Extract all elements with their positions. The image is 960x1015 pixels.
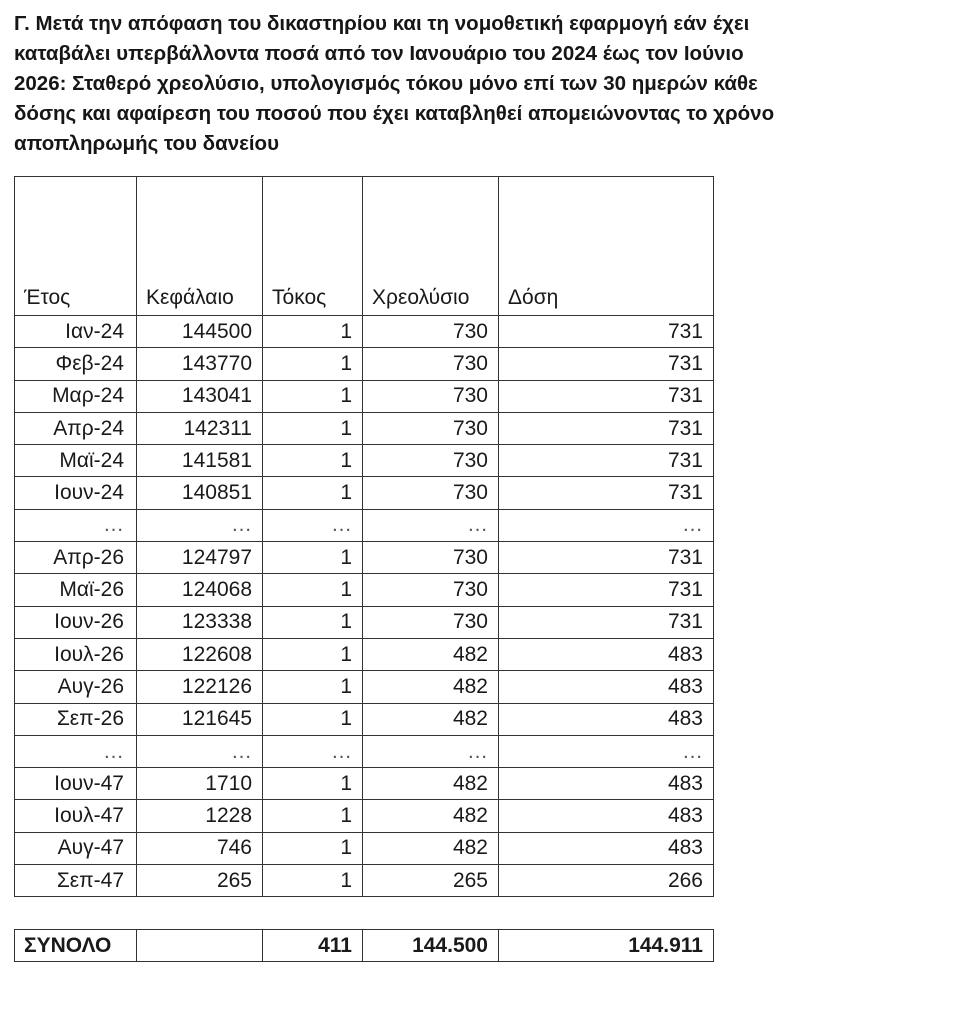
total-row xyxy=(15,930,714,962)
cell-interest: 1 xyxy=(263,832,363,864)
table-row xyxy=(15,703,714,735)
cell-interest: 1 xyxy=(263,412,363,444)
cell-capital: 1228 xyxy=(137,800,263,832)
total-table xyxy=(14,929,714,962)
cell-installment: 731 xyxy=(499,574,714,606)
table-row xyxy=(15,477,714,509)
header-installment: Δόση xyxy=(499,177,714,316)
cell-installment: 731 xyxy=(499,477,714,509)
cell-installment: 731 xyxy=(499,316,714,348)
cell-capital: 265 xyxy=(137,865,263,897)
cell-year: Σεπ-26 xyxy=(15,703,137,735)
cell-amortization: 482 xyxy=(363,638,499,670)
table-row xyxy=(15,832,714,864)
cell-installment: 731 xyxy=(499,445,714,477)
cell-capital: 143041 xyxy=(137,380,263,412)
cell-interest: … xyxy=(263,509,363,541)
cell-installment: 731 xyxy=(499,380,714,412)
cell-interest: 1 xyxy=(263,800,363,832)
cell-installment: 731 xyxy=(499,606,714,638)
cell-capital: 122608 xyxy=(137,638,263,670)
cell-installment: 483 xyxy=(499,800,714,832)
table-row xyxy=(15,800,714,832)
table-row xyxy=(15,316,714,348)
cell-capital: 746 xyxy=(137,832,263,864)
cell-capital: 124797 xyxy=(137,542,263,574)
cell-installment: 483 xyxy=(499,671,714,703)
cell-installment: 731 xyxy=(499,412,714,444)
cell-installment: 266 xyxy=(499,865,714,897)
table-row xyxy=(15,412,714,444)
section-heading: Γ. Μετά την απόφαση του δικαστηρίου και τη νομοθετική εφαρμογή εάν έχει καταβάλει υπερβάλλοντα ποσά από τον Ιανουάριο του 2024 έως τον Ιούνιο 2026: Σταθερό χρεολύσιο, υπολογισμός τόκου μόνο επί των 30 ημερών κάθε δόσης και αφαίρεση του ποσού που έχει καταβληθεί απομειώνοντας το χρόνο αποπληρωμής του δανείου xyxy=(14,12,775,155)
cell-interest: 1 xyxy=(263,768,363,800)
table-row xyxy=(15,380,714,412)
cell-amortization: 730 xyxy=(363,445,499,477)
cell-year: Αυγ-47 xyxy=(15,832,137,864)
cell-amortization: 730 xyxy=(363,542,499,574)
cell-year: … xyxy=(15,509,137,541)
cell-capital: 142311 xyxy=(137,412,263,444)
total-amortization: 144.500 xyxy=(363,930,499,962)
cell-year: Ιουν-26 xyxy=(15,606,137,638)
cell-year: Αυγ-26 xyxy=(15,671,137,703)
cell-interest: 1 xyxy=(263,606,363,638)
cell-amortization: … xyxy=(363,735,499,767)
table-row xyxy=(15,574,714,606)
cell-interest: 1 xyxy=(263,477,363,509)
total-capital xyxy=(137,930,263,962)
cell-interest: … xyxy=(263,735,363,767)
cell-capital: 144500 xyxy=(137,316,263,348)
cell-interest: 1 xyxy=(263,865,363,897)
cell-installment: … xyxy=(499,509,714,541)
cell-amortization: 482 xyxy=(363,703,499,735)
table-row xyxy=(15,542,714,574)
cell-year: Σεπ-47 xyxy=(15,865,137,897)
table-row xyxy=(15,638,714,670)
cell-capital: … xyxy=(137,735,263,767)
total-installment: 144.911 xyxy=(499,930,714,962)
cell-interest: 1 xyxy=(263,445,363,477)
cell-capital: 123338 xyxy=(137,606,263,638)
cell-year: Απρ-24 xyxy=(15,412,137,444)
cell-year: Μαρ-24 xyxy=(15,380,137,412)
header-row xyxy=(15,177,714,316)
cell-capital: 141581 xyxy=(137,445,263,477)
cell-interest: 1 xyxy=(263,703,363,735)
cell-interest: 1 xyxy=(263,380,363,412)
cell-amortization: 730 xyxy=(363,412,499,444)
total-label: ΣΥΝΟΛΟ xyxy=(15,930,137,962)
table-row xyxy=(15,671,714,703)
cell-capital: 143770 xyxy=(137,348,263,380)
header-capital: Κεφάλαιο xyxy=(137,177,263,316)
cell-installment: 483 xyxy=(499,768,714,800)
cell-capital: 122126 xyxy=(137,671,263,703)
cell-amortization: 730 xyxy=(363,606,499,638)
cell-year: Απρ-26 xyxy=(15,542,137,574)
cell-interest: 1 xyxy=(263,316,363,348)
cell-amortization: … xyxy=(363,509,499,541)
cell-capital: 121645 xyxy=(137,703,263,735)
cell-amortization: 482 xyxy=(363,768,499,800)
table-row xyxy=(15,348,714,380)
cell-year: Μαϊ-24 xyxy=(15,445,137,477)
cell-capital: … xyxy=(137,509,263,541)
table-row xyxy=(15,735,714,767)
cell-amortization: 482 xyxy=(363,800,499,832)
table-row xyxy=(15,606,714,638)
header-interest: Τόκος xyxy=(263,177,363,316)
cell-installment: 731 xyxy=(499,542,714,574)
cell-amortization: 730 xyxy=(363,380,499,412)
cell-amortization: 730 xyxy=(363,348,499,380)
cell-year: Ιουλ-47 xyxy=(15,800,137,832)
cell-year: … xyxy=(15,735,137,767)
cell-amortization: 730 xyxy=(363,574,499,606)
cell-year: Ιουν-47 xyxy=(15,768,137,800)
cell-installment: 483 xyxy=(499,703,714,735)
header-year: Έτος xyxy=(15,177,137,316)
table-row xyxy=(15,509,714,541)
cell-interest: 1 xyxy=(263,542,363,574)
cell-capital: 140851 xyxy=(137,477,263,509)
cell-year: Ιαν-24 xyxy=(15,316,137,348)
cell-interest: 1 xyxy=(263,671,363,703)
cell-amortization: 730 xyxy=(363,316,499,348)
cell-installment: 483 xyxy=(499,638,714,670)
cell-interest: 1 xyxy=(263,348,363,380)
cell-year: Ιουλ-26 xyxy=(15,638,137,670)
cell-installment: 731 xyxy=(499,348,714,380)
table-row xyxy=(15,445,714,477)
table-row xyxy=(15,768,714,800)
cell-amortization: 730 xyxy=(363,477,499,509)
cell-capital: 1710 xyxy=(137,768,263,800)
cell-installment: 483 xyxy=(499,832,714,864)
header-amortization: Χρεολύσιο xyxy=(363,177,499,316)
cell-amortization: 265 xyxy=(363,865,499,897)
cell-year: Ιουν-24 xyxy=(15,477,137,509)
amortization-table xyxy=(14,176,714,897)
cell-capital: 124068 xyxy=(137,574,263,606)
cell-year: Μαϊ-26 xyxy=(15,574,137,606)
cell-amortization: 482 xyxy=(363,832,499,864)
cell-amortization: 482 xyxy=(363,671,499,703)
cell-interest: 1 xyxy=(263,638,363,670)
cell-interest: 1 xyxy=(263,574,363,606)
cell-year: Φεβ-24 xyxy=(15,348,137,380)
table-row xyxy=(15,865,714,897)
total-interest: 411 xyxy=(263,930,363,962)
cell-installment: … xyxy=(499,735,714,767)
